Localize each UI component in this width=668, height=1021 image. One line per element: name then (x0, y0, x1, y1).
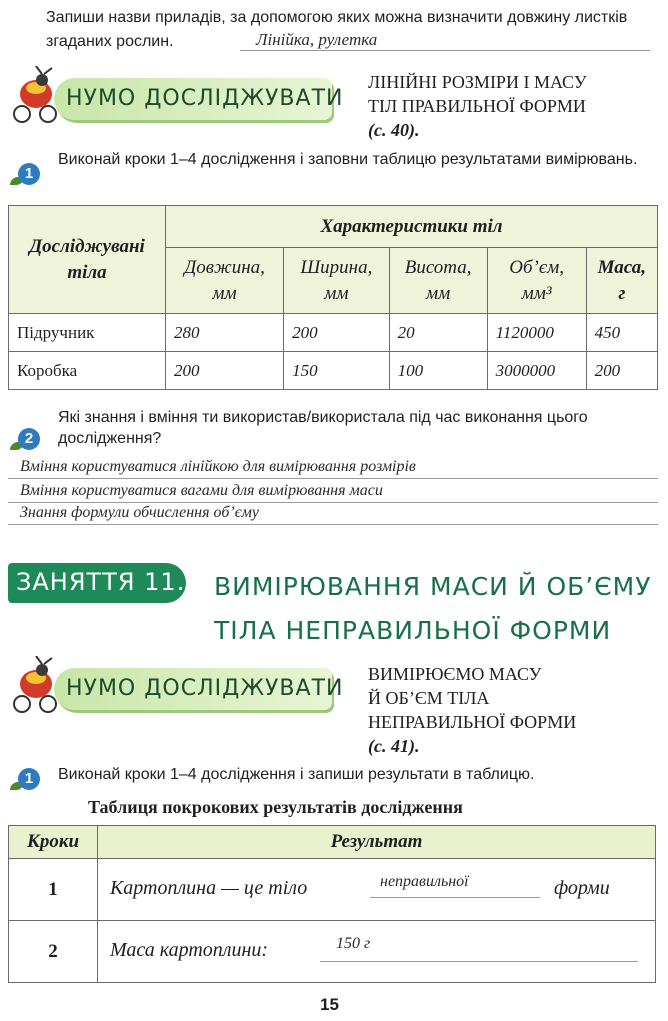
result-text-before: Картоплина — це тіло (110, 877, 308, 899)
step-1-icon: 1 (18, 163, 40, 185)
steps-table (8, 825, 656, 983)
lesson-title: ВИМІРЮВАННЯ МАСИ Й ОБ’ЄМУ ТІЛА НЕПРАВИЛЬНОЇ ФОРМИ (214, 572, 652, 645)
cell-length[interactable]: 200 (166, 352, 284, 390)
step-number: 1 (9, 859, 98, 921)
col-result: Результат (98, 826, 656, 859)
cell-mass[interactable]: 200 (586, 352, 657, 390)
cell-length[interactable]: 280 (166, 314, 284, 352)
topic-2-line-1: ВИМІРЮЄМО МАСУ (368, 664, 542, 684)
explore-banner-2-label: НУМО ДОСЛІДЖУВАТИ (66, 676, 344, 701)
table-row (9, 859, 656, 921)
answer-line (8, 502, 658, 503)
result-text-before: Маса картоплини: (110, 939, 269, 961)
topic-2-line-2: Й ОБ’ЄМ ТІЛА (368, 688, 490, 708)
step-result (98, 859, 656, 921)
result-answer[interactable]: 150 г (336, 935, 371, 952)
topic-1-line-2: ТІЛ ПРАВИЛЬНОЇ ФОРМИ (368, 96, 586, 116)
task-1-text: Виконай кроки 1–4 дослідження і заповни таблицю результатами вимірювань. (58, 151, 638, 168)
cell-height[interactable]: 20 (389, 314, 487, 352)
table-row (9, 352, 658, 390)
task-2-text: Які знання і вміння ти використав/використала під час виконання цього дослідження? (58, 409, 588, 447)
answer-line (8, 524, 658, 525)
step-2-icon: 2 (18, 428, 40, 450)
intro-question: Запиши назви приладів, за допомогою яких можна визначити довжину листків згаданих рослин. (46, 9, 628, 50)
task-3-text: Виконай кроки 1–4 дослідження і запиши результати в таблицю. (58, 766, 535, 783)
col-width: Ширина, мм (284, 248, 390, 314)
step-number: 2 (9, 921, 98, 983)
measurements-table (8, 205, 658, 390)
intro-answer[interactable]: Лінійка, рулетка (256, 30, 378, 49)
row-name: Підручник (9, 314, 166, 352)
step-result (98, 921, 656, 983)
col-height: Висота, мм (389, 248, 487, 314)
col-volume: Об’єм, мм³ (487, 248, 586, 314)
answer-line (8, 478, 658, 479)
cell-mass[interactable]: 450 (586, 314, 657, 352)
col-length: Довжина, мм (166, 248, 284, 314)
page-number: 15 (320, 995, 339, 1014)
step-3-icon: 1 (18, 768, 40, 790)
task-2-answer-1[interactable]: Вміння користуватися лінійкою для вимірювання розмірів (20, 458, 416, 475)
intro-answer-line (240, 50, 650, 51)
row-name: Коробка (9, 352, 166, 390)
task-2-answer-3[interactable]: Знання формули обчислення об’єму (20, 504, 259, 521)
col-steps: Кроки (9, 826, 98, 859)
explore-banner-1-label: НУМО ДОСЛІДЖУВАТИ (66, 86, 344, 111)
cell-height[interactable]: 100 (389, 352, 487, 390)
cell-volume[interactable]: 1120000 (487, 314, 586, 352)
answer-line (320, 961, 638, 962)
topic-2-ref: (с. 41). (368, 736, 420, 756)
cell-volume[interactable]: 3000000 (487, 352, 586, 390)
table-row (9, 921, 656, 983)
cell-width[interactable]: 200 (284, 314, 390, 352)
table-row (9, 314, 658, 352)
group-header: Характеристики тіл (166, 206, 658, 248)
lesson-label: ЗАНЯТТЯ 11. (16, 568, 186, 596)
task-2-answer-2[interactable]: Вміння користуватися вагами для вимірювання маси (20, 482, 383, 499)
topic-2-line-3: НЕПРАВИЛЬНОЇ ФОРМИ (368, 712, 577, 732)
result-answer[interactable]: неправильної (380, 873, 469, 890)
cell-width[interactable]: 150 (284, 352, 390, 390)
result-text-after: форми (554, 877, 610, 899)
col-object-header: Досліджувані тіла (9, 206, 166, 314)
topic-1-line-1: ЛІНІЙНІ РОЗМІРИ І МАСУ (368, 72, 587, 92)
answer-line (370, 897, 540, 898)
topic-1-ref: (с. 40). (368, 120, 420, 140)
col-mass: Маса, г (586, 248, 657, 314)
table-2-caption: Таблиця покрокових результатів дослідження (88, 797, 463, 817)
